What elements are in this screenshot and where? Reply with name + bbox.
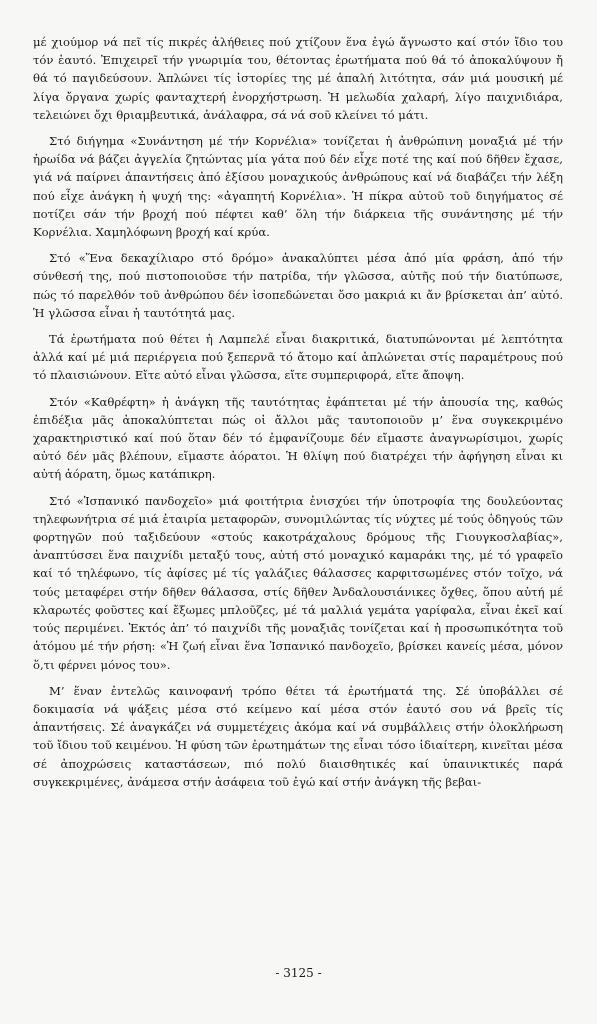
paragraph-7: Μ’ ἕναν ἐντελῶς καινοφανή τρόπο θέτει τά ἐρωτήματά της. Σέ ὑποβάλλει σέ δοκιμασία νά ψάξεις μέσα στό κείμενο καί μέσα στόν ἑαυτό σου νά βρεῖς τίς ἀπαντήσεις. Σέ ἀναγκάζει νά συμμετέχεις ἀκόμα καί νά συμβάλλεις στήν ὁλοκλήρωση τοῦ ἴδιου τοῦ κειμένου. Ἡ φύση τῶν ἐρωτημάτων της εἶναι τόσο ἰδιαίτερη, κινεῖται μέσα σέ ἀποχρώσεις καταστάσεων, πιό πολύ διαισθητικές καί ὑπαινικτικές παρά συγκεκριμένες, ἀνάμεσα στήν ἀσάφεια τοῦ ἐγώ καί στήν ἀνάγκη τῆς βεβαι-	[33, 683, 563, 789]
paragraph-1: μέ χιούμορ νά πεῖ τίς πικρές ἀλήθειες πού χτίζουν ἕνα ἐγώ ἄγνωστο καί στόν ἴδιο του τόν ἑαυτό. Ἐπιχειρεῖ τήν γνωριμία του, θέτοντας ἐρωτήματα πού θά τό ἀποκαλύψουν ἤ θά τό παγιδεύσουν. Ἁπλώνει τίς ἱστορίες της μέ ἁπαλή λιτότητα, σάν μιά μουσική μέ λίγα ὄργανα χωρίς φανταχτερή ἐνορχήστρωση. Ἡ μελωδία χαλαρή, λίγο παιχνιδιάρα, τελειώνει ὄχι θριαμβευτικά, ἀνάλαφρα, σά νά σοῦ κλείνει τό μάτι.	[33, 35, 563, 122]
body-text	[33, 33, 563, 799]
paragraph-4: Τά ἐρωτήματα πού θέτει ἡ Λαμπελέ εἶναι διακριτικά, διατυπώνονται μέ λεπτότητα ἀλλά καί μέ μιά περιέργεια πού ξεπερνᾶ τό ἄτομο καί ἁπλώνεται στίς παραμέτρους πού τό πλαισιώνουν. Εἴτε αὐτό εἶναι γλῶσσα, εἴτε συμπεριφορά, εἴτε ἄποψη.	[33, 332, 563, 383]
paragraph-2: Στό διήγημα «Συνάντηση μέ τήν Κορνέλια» τονίζεται ἡ ἀνθρώπινη μοναξιά μέ τήν ἡρωίδα νά βάζει ἀγγελία ζητώντας μία γάτα πού δέν εἶχε ποτέ της καί πού δῆθεν ἔχασε, γιά νά παίρνει ἀπαντήσεις ἀπό ἐξίσου μοναχικούς ἀνθρώπους καί νά διαβάζει τήν λέξη πού εἶχε ἀνάγκη ἡ ψυχή της: «ἀγαπητή Κορνέλια». Ἡ πίκρα αὐτοῦ τοῦ διηγήματος σέ ποτίζει σάν τήν βροχή πού πέφτει καθ’ ὅλη τήν διάρκεια τῆς συνάντησης μέ τήν Κορνέλια. Χαμηλόφωνη βροχή καί κρύα.	[33, 134, 563, 240]
page-number: - 3125 -	[275, 966, 322, 980]
paragraph-3: Στό «Ἕνα δεκαχίλιαρο στό δρόμο» ἀνακαλύπτει μέσα ἀπό μία φράση, ἀπό τήν σύνθεσή της, πού πιστοποιοῦσε τήν πατρίδα, τήν γλῶσσα, αὐτῆς πού τήν διατύπωσε, πώς τό παρελθόν τοῦ ἀνθρώπου δέν ἰσοπεδώνεται ὅσο μακριά κι ἄν βρίσκεται ἀπ’ αὐτό. Ἡ γλῶσσα εἶναι ἡ ταυτότητά μας.	[33, 251, 563, 320]
paragraph-5: Στόν «Καθρέφτη» ἡ ἀνάγκη τῆς ταυτότητας ἐφάπτεται μέ τήν ἀπουσία της, καθώς ἐπιδέξια μᾶς ἀποκαλύπτεται πώς οἱ ἄλλοι μᾶς ταυτοποιοῦν μ’ ἕνα συγκεκριμένο χαρακτηριστικό καί πού ὅταν δέν τό ἐμφανίζουμε δέν εἴμαστε ἀναγνωρίσιμοι, χωρίς αὐτό δέν μᾶς βλέπουν, εἴμαστε ἀόρατοι. Ἡ θλίψη πού διατρέχει τήν ἀφήγηση εἶναι κι αὐτή ἀόρατη, ὅμως κατάπικρη.	[33, 394, 563, 482]
paragraph-6: Στό «Ἱσπανικό πανδοχεῖο» μιά φοιτήτρια ἐνισχύει τήν ὑποτροφία της δουλεύοντας τηλεφωνήτρια σέ μιά ἑταιρία μεταφορῶν, συνομιλώντας τίς νύχτες μέ τούς ὁδηγούς τῶν φορτηγῶν πού ταξιδεύουν «στούς κακοτράχαλους δρόμους τῆς Γιουγκοσλαβίας», ἀναπτύσσει ἕνα παιχνίδι μεταξύ τους, αὐτή στό μοναχικό καμαράκι της, μέ τό γραφεῖο καί τό τηλέφωνο, τίς ἀφίσες μέ τίς γαλάζιες θάλασσες καρφιτσωμένες στόν τοῖχο, νά τούς μεταφέρει στήν δῆθεν θάλασσα, στίς δῆθεν Ἀνδαλουσιάνικες ὄχθες, ὅπου αὐτή μέ κλαρωτές φοῦστες καί ἔξωμες μπλοῦζες, μέ τά μαλλιά γεμάτα γαρίφαλα, εἶναι ἐκεῖ καί τούς περιμένει. Ἐκτός ἀπ’ τό παιχνίδι τῆς μοναξιᾶς τονίζεται καί ἡ προσωπικότητα τοῦ ἀτόμου μέ τήν ρήση: «Ἡ ζωή εἶναι ἕνα Ἱσπανικό πανδοχεῖο, βρίσκει κανείς μέσα, μόνον ὅ,τι φέρνει μόνος του».	[33, 493, 563, 672]
